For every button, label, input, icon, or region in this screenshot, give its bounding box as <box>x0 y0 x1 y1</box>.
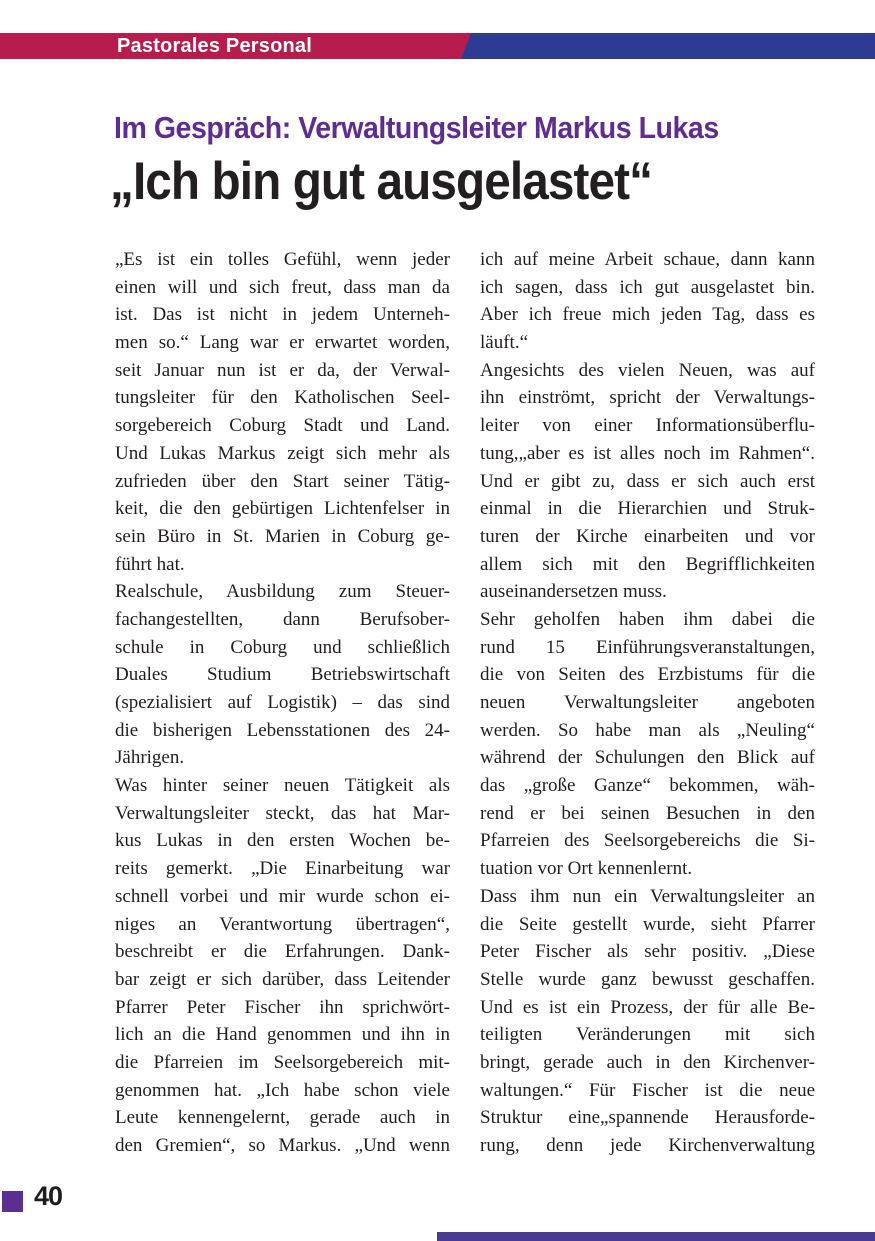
section-label: Pastorales Personal <box>117 35 313 57</box>
text-line: ich sagen, dass ich gut ausgelastet bin. <box>480 276 815 298</box>
text-line: reits gemerkt. „Die Einarbeitung war <box>115 858 450 880</box>
text-line: Verwaltungsleiter steckt, das hat Mar- <box>115 802 450 824</box>
text-line: tung,„aber es ist alles noch im Rahmen“. <box>480 442 815 464</box>
text-line: Struktur eine„spannende Herausforde- <box>480 1107 815 1129</box>
text-line: Und er gibt zu, dass er sich auch erst <box>480 470 815 492</box>
text-line: einmal in die Hierarchien und Struk- <box>480 498 815 520</box>
text-line: auseinandersetzen muss. <box>480 581 667 603</box>
text-line: tungsleiter für den Katholischen Seel- <box>115 387 450 409</box>
article-headline: „Ich bin gut ausgelastet“ <box>110 152 653 211</box>
text-line: men so.“ Lang war er erwartet worden, <box>115 332 450 354</box>
text-line: kus Lukas in den ersten Wochen be- <box>115 830 450 852</box>
text-line: schnell vorbei und mir wurde schon ei- <box>115 885 450 907</box>
text-line: sorgebereich Coburg Stadt und Land. <box>115 415 450 437</box>
text-line: bringt, gerade auch in den Kirchenver- <box>480 1051 815 1073</box>
text-line: Leute kennengelernt, gerade auch in <box>115 1107 450 1129</box>
text-line: Und es ist ein Prozess, der für alle Be- <box>480 996 815 1018</box>
text-line: rund 15 Einführungsveranstaltungen, <box>480 636 815 658</box>
text-line: sein Büro in St. Marien in Coburg ge- <box>115 525 450 547</box>
text-line: zufrieden über den Start seiner Tätig- <box>115 470 450 492</box>
text-line: waltungen.“ Für Fischer ist die neue <box>480 1079 815 1101</box>
text-line: Stelle wurde ganz bewusst geschaffen. <box>480 968 815 990</box>
text-line: Angesichts des vielen Neuen, was auf <box>480 359 815 381</box>
text-line: läuft.“ <box>480 332 529 354</box>
text-line: turen der Kirche einarbeiten und vor <box>480 525 815 547</box>
text-line: Pfarrer Peter Fischer ihn sprichwört- <box>115 996 450 1018</box>
text-line: ihn einströmt, spricht der Verwaltungs- <box>480 387 815 409</box>
text-line: führt hat. <box>115 553 185 575</box>
text-line: Peter Fischer als sehr positiv. „Diese <box>480 941 815 963</box>
text-line: teiligten Veränderungen mit sich <box>480 1024 815 1046</box>
text-line: tuation vor Ort kennenlernt. <box>480 858 693 880</box>
text-line: Duales Studium Betriebswirtschaft <box>115 664 450 686</box>
text-line: die von Seiten des Erzbistums für die <box>480 664 815 686</box>
text-line: ist. Das ist nicht in jedem Unterneh- <box>115 304 450 326</box>
text-line: die Seite gestellt wurde, sieht Pfarrer <box>480 913 815 935</box>
article-kicker: Im Gespräch: Verwaltungsleiter Markus Lukas <box>114 110 719 145</box>
text-line: allem sich mit den Begrifflichkeiten <box>480 553 815 575</box>
text-line: ich auf meine Arbeit schaue, dann kann <box>480 249 815 270</box>
text-line: die Pfarreien im Seelsorgebereich mit- <box>115 1051 450 1073</box>
article-column-right <box>480 246 815 1166</box>
article-body <box>115 246 815 1166</box>
text-line: (spezialisiert auf Logistik) – das sind <box>115 692 450 713</box>
text-line: die bisherigen Lebensstationen des 24- <box>115 719 450 741</box>
article-column-left <box>115 246 450 1166</box>
text-line: Dass ihm nun ein Verwaltungsleiter an <box>480 885 815 907</box>
text-line: schule in Coburg und schließlich <box>115 636 450 658</box>
text-line: beschreibt er die Erfahrungen. Dank- <box>115 941 450 963</box>
text-line: Aber ich freue mich jeden Tag, dass es <box>480 304 815 326</box>
text-line: lich an die Hand genommen und ihn in <box>115 1024 450 1046</box>
text-line: bar zeigt er sich darüber, dass Leitender <box>115 968 450 990</box>
page-header-band <box>0 33 875 59</box>
footer-accent-bar <box>437 1232 875 1241</box>
text-line: „Es ist ein tolles Gefühl, wenn jeder <box>115 249 450 270</box>
text-line: während der Schulungen den Blick auf <box>480 747 815 769</box>
text-line: einen will und sich freut, dass man da <box>115 276 450 298</box>
text-line: Jährigen. <box>115 747 185 769</box>
text-line: das „große Ganze“ bekommen, wäh- <box>480 775 815 797</box>
text-line: neuen Verwaltungsleiter angeboten <box>480 692 815 713</box>
text-line: werden. So habe man als „Neuling“ <box>480 719 815 741</box>
text-line: Was hinter seiner neuen Tätigkeit als <box>115 775 450 797</box>
text-line: niges an Verantwortung übertragen“, <box>115 913 450 935</box>
header-blue-bar <box>461 33 875 59</box>
text-line: genommen hat. „Ich habe schon viele <box>115 1079 450 1101</box>
text-line: keit, die den gebürtigen Lichtenfelser in <box>115 498 450 520</box>
text-line: Sehr geholfen haben ihm dabei die <box>480 608 815 630</box>
text-line: rend er bei seinen Besuchen in den <box>480 802 815 824</box>
text-line: rung, denn jede Kirchenverwaltung <box>480 1135 815 1156</box>
page-number-marker <box>2 1191 23 1212</box>
page-number: 40 <box>34 1181 63 1211</box>
text-line: seit Januar nun ist er da, der Verwal- <box>115 359 450 381</box>
text-line: den Gremien“, so Markus. „Und wenn <box>115 1135 450 1156</box>
text-line: Und Lukas Markus zeigt sich mehr als <box>115 442 450 464</box>
text-line: fachangestellten, dann Berufsober- <box>115 608 450 630</box>
text-line: Realschule, Ausbildung zum Steuer- <box>115 581 450 603</box>
text-line: Pfarreien des Seelsorgebereichs die Si- <box>480 830 815 852</box>
text-line: leiter von einer Informationsüberflu- <box>480 415 815 437</box>
